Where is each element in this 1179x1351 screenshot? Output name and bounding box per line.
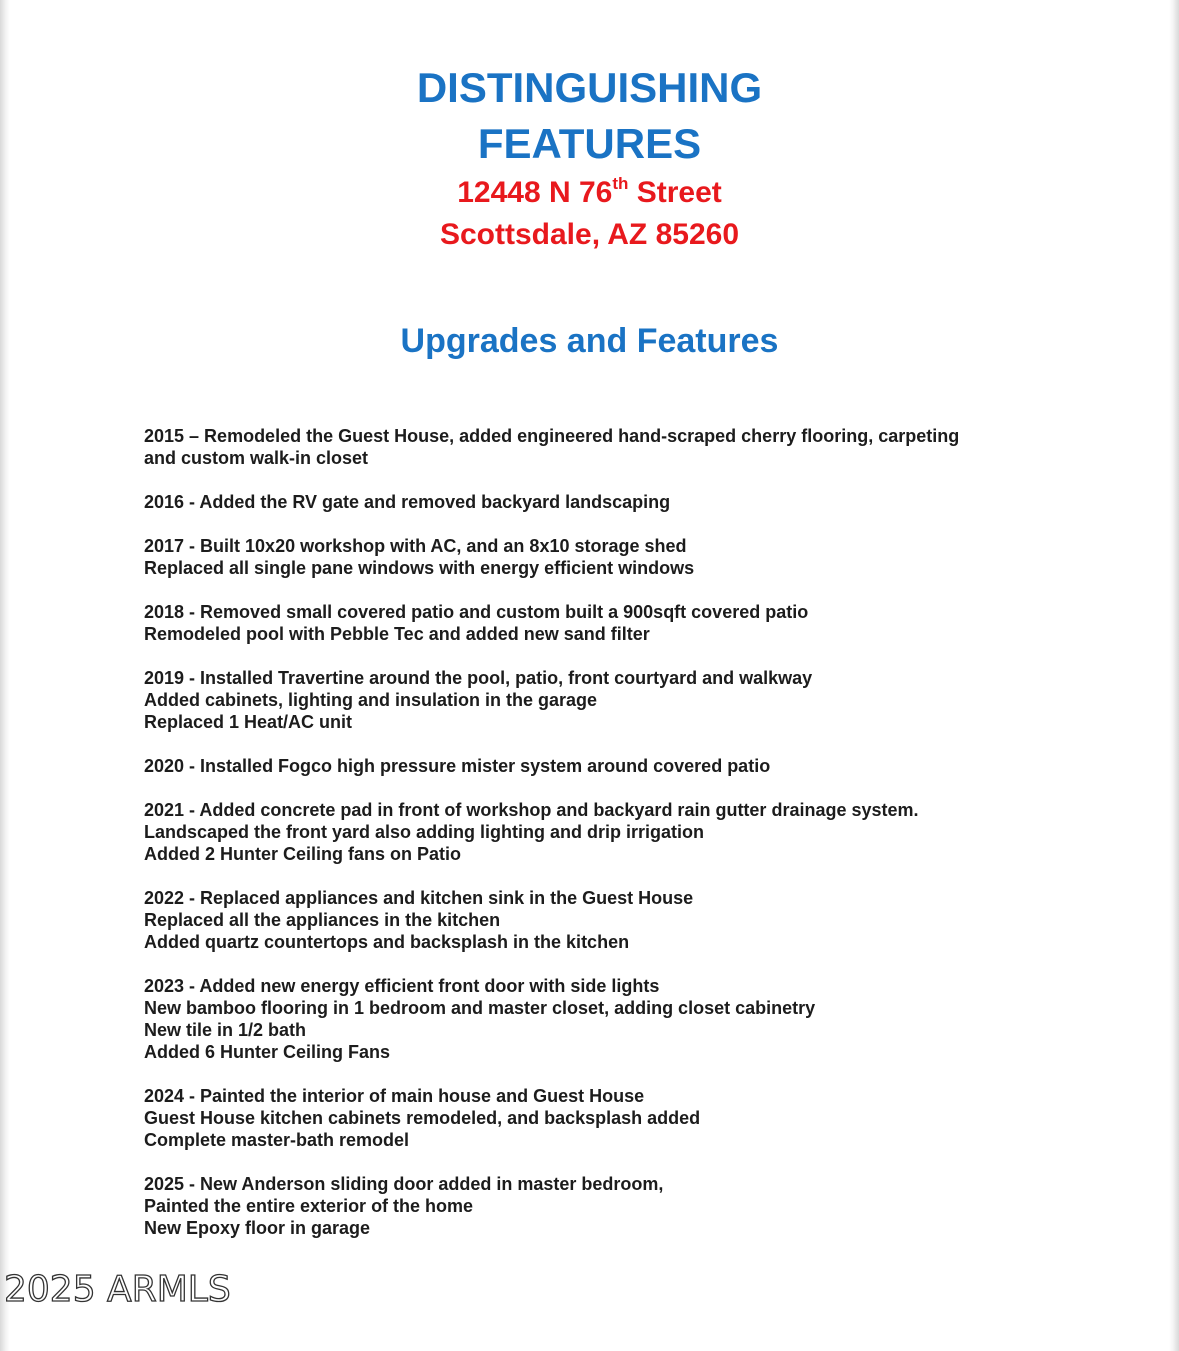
entry-line: Replaced all single pane windows with energy efficient windows — [144, 558, 695, 578]
upgrade-entry — [144, 975, 1044, 1063]
section-subtitle: Upgrades and Features — [400, 322, 779, 360]
upgrade-entry — [144, 601, 1044, 645]
upgrade-entry — [144, 491, 1044, 513]
entry-line: Complete master-bath remodel — [144, 1130, 410, 1150]
entry-line: Added 2 Hunter Ceiling fans on Patio — [144, 844, 462, 864]
entry-line: 2016 - Added the RV gate and removed backyard landscaping — [144, 492, 671, 512]
entry-line: Remodeled pool with Pebble Tec and added new sand filter — [144, 624, 650, 644]
address-street-type: Street — [628, 176, 722, 209]
entry-line: 2022 - Replaced appliances and kitchen sink in the Guest House — [144, 888, 694, 908]
upgrade-entry — [144, 667, 1044, 733]
entry-line: 2019 - Installed Travertine around the pool, patio, front courtyard and walkway — [144, 668, 813, 688]
entry-line: Painted the entire exterior of the home — [144, 1196, 474, 1216]
address-city-state-zip: Scottsdale, AZ 85260 — [439, 218, 740, 251]
upgrade-entry — [144, 755, 1044, 777]
entry-line: 2018 - Removed small covered patio and custom built a 900sqft covered patio — [144, 602, 809, 622]
upgrade-entry — [144, 1173, 1044, 1239]
entry-line: Added 6 Hunter Ceiling Fans — [144, 1042, 391, 1062]
upgrade-entry — [144, 535, 1044, 579]
entry-line: 2020 - Installed Fogco high pressure mister system around covered patio — [144, 756, 771, 776]
entry-line: Added quartz countertops and backsplash in the kitchen — [144, 932, 630, 952]
entry-line: 2021 - Added concrete pad in front of workshop and backyard rain gutter drainage system. — [144, 800, 919, 820]
entry-line: Guest House kitchen cabinets remodeled, and backsplash added — [144, 1108, 701, 1128]
title-line-1: DISTINGUISHING — [416, 64, 763, 111]
entry-line: Replaced 1 Heat/AC unit — [144, 712, 353, 732]
upgrade-entry — [144, 425, 1044, 469]
upgrade-entry — [144, 1085, 1044, 1151]
entry-line: New tile in 1/2 bath — [144, 1020, 307, 1040]
entry-line: and custom walk-in closet — [144, 448, 369, 468]
mls-watermark: 2025 ARMLS — [4, 1269, 231, 1310]
title-line-2: FEATURES — [477, 120, 702, 167]
address-number-street: 12448 N 76 — [457, 176, 613, 209]
entry-line: Landscaped the front yard also adding lighting and drip irrigation — [144, 822, 705, 842]
address-ordinal-suffix: th — [612, 174, 629, 193]
upgrade-entry — [144, 887, 1044, 953]
entry-line: 2017 - Built 10x20 workshop with AC, and an 8x10 storage shed — [144, 536, 687, 556]
upgrade-entries-list — [144, 425, 1044, 1261]
entry-line: 2024 - Painted the interior of main house and Guest House — [144, 1086, 645, 1106]
entry-line: Replaced all the appliances in the kitchen — [144, 910, 501, 930]
entry-line: Added cabinets, lighting and insulation in the garage — [144, 690, 598, 710]
entry-line: 2015 – Remodeled the Guest House, added engineered hand-scraped cherry flooring, carpeting — [144, 426, 960, 446]
upgrade-entry — [144, 799, 1044, 865]
entry-line: New bamboo flooring in 1 bedroom and master closet, adding closet cabinetry — [144, 998, 816, 1018]
entry-line: 2025 - New Anderson sliding door added in master bedroom, — [144, 1174, 664, 1194]
entry-line: New Epoxy floor in garage — [144, 1218, 371, 1238]
document-header — [0, 60, 1179, 256]
entry-line: 2023 - Added new energy efficient front door with side lights — [144, 976, 660, 996]
address-street — [0, 172, 1179, 214]
